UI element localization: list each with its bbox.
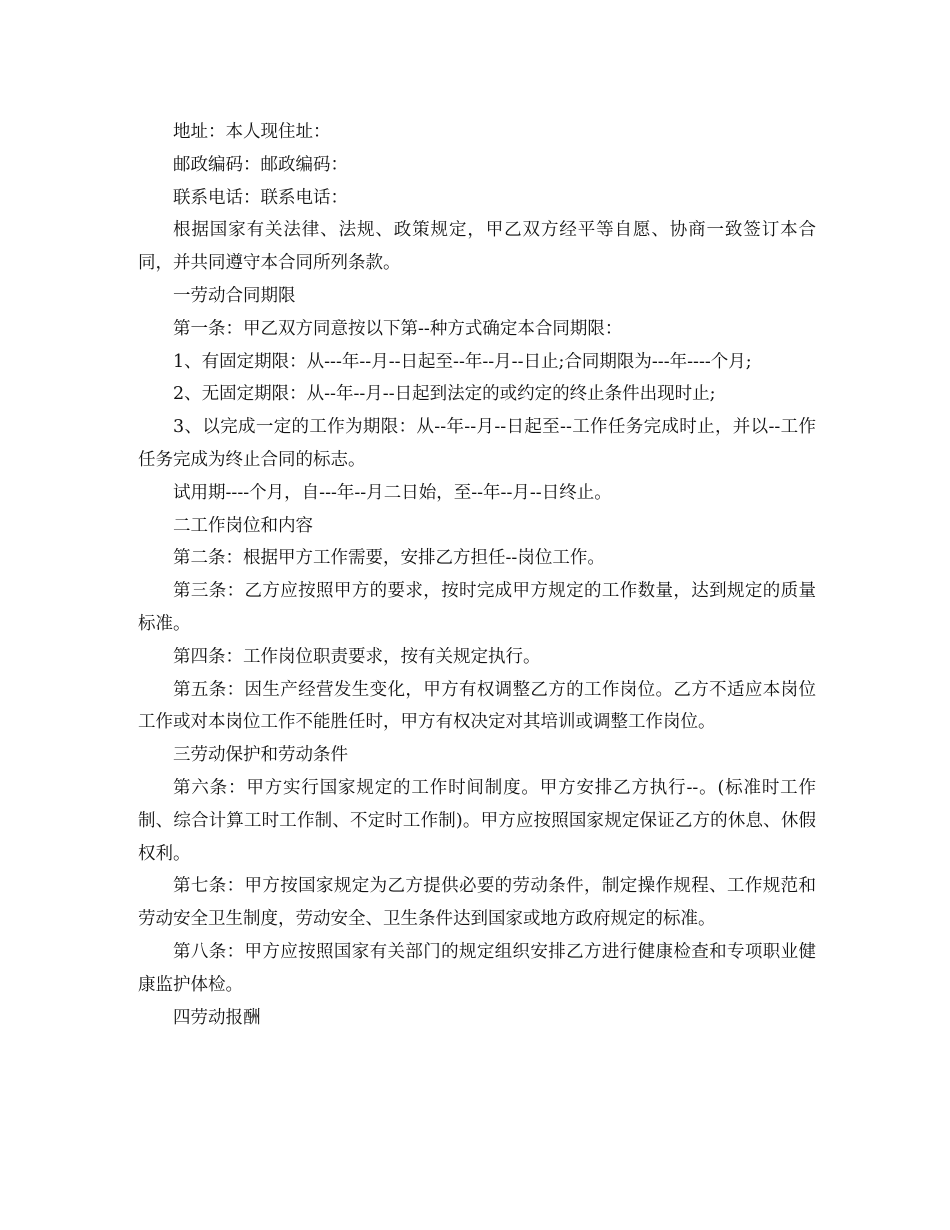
article-7: 第七条：甲方按国家规定为乙方提供必要的劳动条件，制定操作规程、工作规范和劳动安全卫生制度，劳动安全、卫生条件达到国家或地方政府规定的标准。 <box>138 876 816 930</box>
article-3: 第三条：乙方应按照甲方的要求，按时完成甲方规定的工作数量，达到规定的质量标准。 <box>138 581 816 634</box>
section-heading-contract-term: 一劳动合同期限 <box>173 285 296 306</box>
article-4: 第四条：工作岗位职责要求，按有关规定执行。 <box>173 646 541 667</box>
article-8: 第八条：甲方应按照国家有关部门的规定组织安排乙方进行健康检查和专项职业健康监护体检。 <box>138 941 816 995</box>
section-heading-remuneration: 四劳动报酬 <box>173 1007 261 1028</box>
term-option-open-ended: 2、无固定期限：从--年--月--日起到法定的或约定的终止条件出现时止; <box>173 384 716 405</box>
document-body <box>138 116 816 1034</box>
article-1: 第一条：甲乙双方同意按以下第--种方式确定本合同期限： <box>173 318 623 339</box>
article-6: 第六条：甲方实行国家规定的工作时间制度。甲方安排乙方执行--。(标准时工作制、综合计算工时工作制、不定时工作制)。甲方应按照国家规定保证乙方的休息、休假权利。 <box>138 777 816 864</box>
term-option-task-based: 3、以完成一定的工作为期限：从--年--月--日起至--工作任务完成时止，并以--工作任务完成为终止合同的标志。 <box>138 417 816 470</box>
postal-code-line: 邮政编码：邮政编码： <box>173 154 348 175</box>
preamble-paragraph: 根据国家有关法律、法规、政策规定，甲乙双方经平等自愿、协商一致签订本合同，并共同遵守本合同所列条款。 <box>138 220 816 274</box>
section-heading-labor-protection: 三劳动保护和劳动条件 <box>173 745 348 766</box>
term-option-fixed: 1、有固定期限：从---年--月--日起至--年--月--日止;合同期限为---年----个月; <box>173 351 752 372</box>
article-2: 第二条：根据甲方工作需要，安排乙方担任--岗位工作。 <box>173 548 605 569</box>
article-5: 第五条：因生产经营发生变化，甲方有权调整乙方的工作岗位。乙方不适应本岗位工作或对本岗位工作不能胜任时，甲方有权决定对其培训或调整工作岗位。 <box>138 679 816 733</box>
phone-line: 联系电话：联系电话： <box>173 187 348 208</box>
address-line: 地址：本人现住址： <box>173 122 331 142</box>
section-heading-job-position: 二工作岗位和内容 <box>173 515 313 536</box>
probation-period: 试用期----个月，自---年--月二日始，至--年--月--日终止。 <box>173 482 612 503</box>
